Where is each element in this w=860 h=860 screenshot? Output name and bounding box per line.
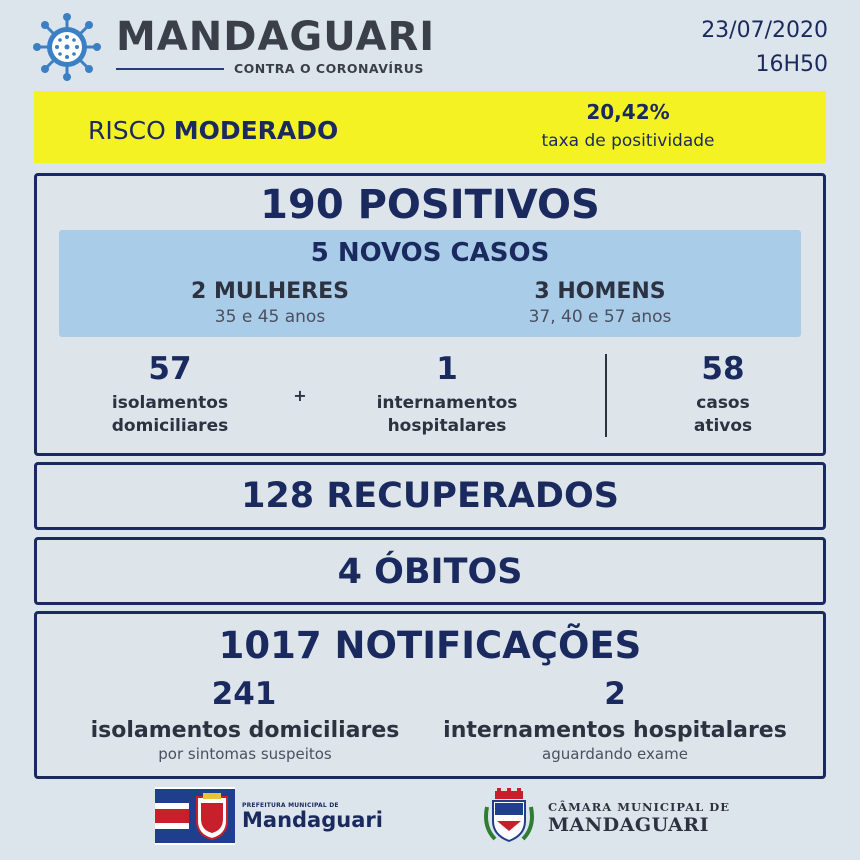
- obitos-title: 4 ÓBITOS: [337, 552, 523, 592]
- internamentos-label-line2: hospitalares: [387, 416, 507, 436]
- report-time: 16H50: [755, 52, 828, 77]
- notif-internamentos-count: 2: [604, 676, 626, 712]
- notif-isolamentos-sub: por sintomas suspeitos: [158, 745, 332, 763]
- mulheres-ages: 35 e 45 anos: [214, 307, 326, 327]
- camara-label-line2: MANDAGUARI: [548, 814, 709, 836]
- isolamentos-label: [70, 392, 270, 438]
- casos-ativos-label-line2: ativos: [693, 416, 753, 436]
- mulheres-count: 2 MULHERES: [191, 279, 349, 304]
- homens-ages: 37, 40 e 57 anos: [528, 307, 672, 327]
- risk-prefix: RISCO: [88, 116, 174, 145]
- isolamentos-count: 57: [148, 351, 192, 387]
- risk-level: [88, 116, 338, 145]
- prefeitura-flag-crest-icon: [155, 787, 235, 845]
- notif-internamentos-sub: aguardando exame: [542, 745, 688, 763]
- novos-casos-title: 5 NOVOS CASOS: [310, 238, 550, 268]
- casos-ativos-label-line1: casos: [696, 393, 750, 413]
- risk-level-value: MODERADO: [173, 116, 339, 145]
- report-date: 23/07/2020: [701, 18, 828, 43]
- stats-divider: [605, 354, 607, 437]
- brand-divider: [116, 68, 224, 70]
- notif-internamentos-label: internamentos hospitalares: [443, 718, 787, 743]
- brand-title: MANDAGUARI: [116, 14, 436, 60]
- homens-count: 3 HOMENS: [534, 279, 666, 304]
- internamentos-label-line1: internamentos: [376, 393, 518, 413]
- casos-ativos-count: 58: [701, 351, 745, 387]
- internamentos-label: [340, 392, 554, 438]
- prefeitura-name: Mandaguari: [242, 808, 383, 832]
- casos-ativos-label: [640, 392, 806, 438]
- isolamentos-label-line1: isolamentos: [111, 393, 229, 413]
- isolamentos-label-line2: domiciliares: [111, 416, 229, 436]
- brand-subtitle: CONTRA O CORONAVÍRUS: [234, 61, 424, 76]
- coronavirus-icon: [32, 12, 102, 82]
- prefeitura-label-small: PREFEITURA MUNICIPAL DE: [242, 802, 339, 809]
- camara-label-line1: CÂMARA MUNICIPAL DE: [548, 800, 730, 814]
- positivos-title: 190 POSITIVOS: [260, 182, 600, 228]
- positivity-percent: 20,42%: [586, 100, 670, 124]
- camara-crest-icon: [481, 787, 537, 845]
- recuperados-title: 128 RECUPERADOS: [241, 476, 619, 516]
- positivity-label: taxa de positividade: [541, 131, 715, 151]
- notificacoes-title: 1017 NOTIFICAÇÕES: [218, 624, 642, 667]
- plus-sign: +: [293, 386, 307, 405]
- notif-isolamentos-count: 241: [211, 676, 277, 712]
- notif-isolamentos-label: isolamentos domiciliares: [90, 718, 400, 743]
- internamentos-count: 1: [436, 351, 458, 387]
